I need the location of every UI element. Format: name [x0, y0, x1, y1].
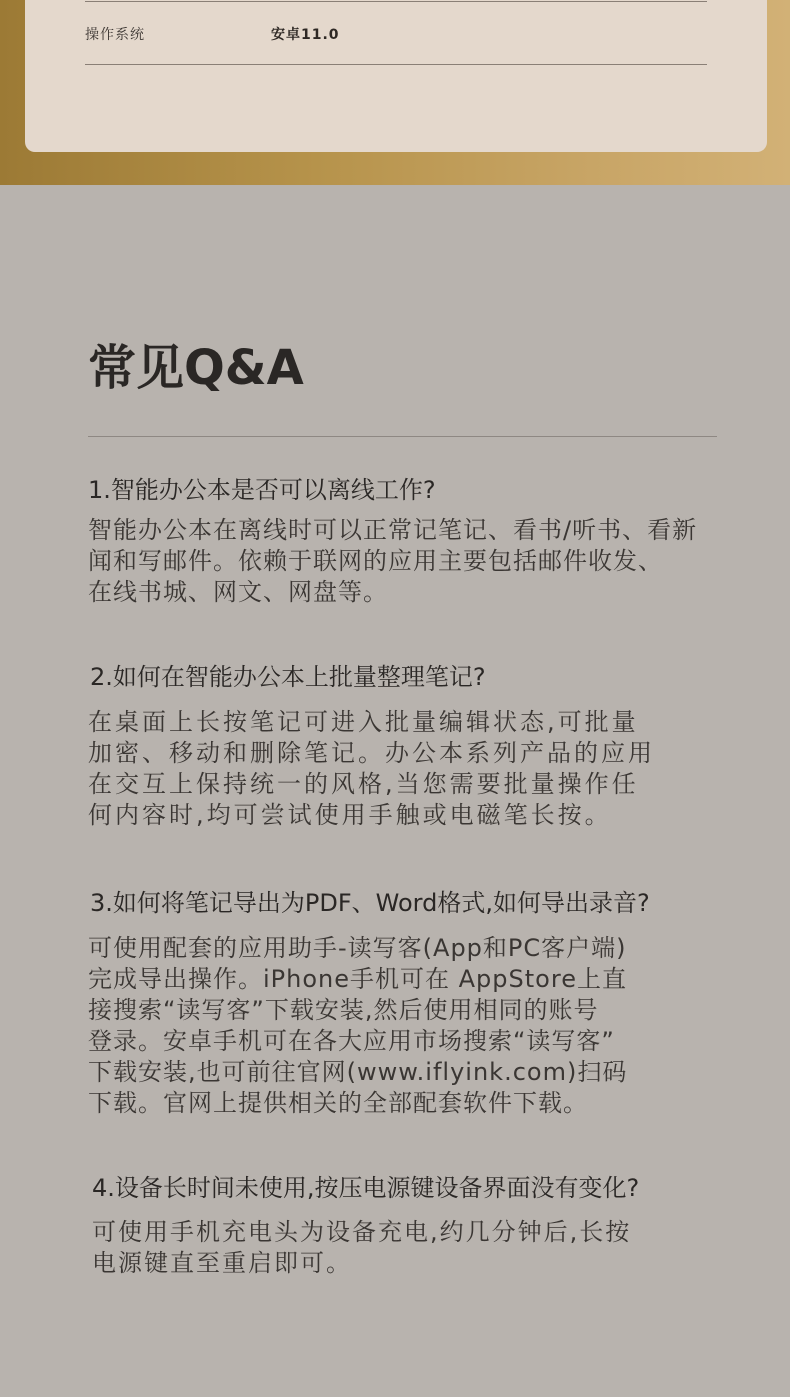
spec-row-os: [85, 24, 707, 54]
spec-divider-bottom: [85, 64, 707, 65]
spec-label: 操作系统: [85, 27, 145, 43]
question-3: 3.如何将笔记导出为PDF、Word格式,如何导出录音?: [90, 889, 650, 917]
spec-section: [0, 0, 790, 185]
answer-2-line: 加密、移动和删除笔记。办公本系列产品的应用: [88, 739, 655, 767]
spec-card: [25, 0, 767, 152]
question-4: 4.设备长时间未使用,按压电源键设备界面没有变化?: [92, 1174, 640, 1202]
answer-4-line: 可使用手机充电头为设备充电,约几分钟后,长按: [92, 1218, 632, 1246]
answer-1: [88, 515, 697, 608]
answer-2-line: 在交互上保持统一的风格,当您需要批量操作任: [88, 770, 639, 798]
spec-value: 安卓11.0: [271, 27, 340, 43]
answer-3-line: 下载安装,也可前往官网(www.iflyink.com)扫码: [88, 1058, 628, 1086]
qa-divider: [88, 436, 717, 437]
answer-2: [88, 707, 655, 831]
answer-1-line: 智能办公本在离线时可以正常记笔记、看书/听书、看新: [88, 516, 698, 544]
qa-section: [0, 185, 790, 1397]
answer-2-line: 在桌面上长按笔记可进入批量编辑状态,可批量: [88, 708, 639, 736]
answer-3: [88, 933, 627, 1119]
answer-3-line: 登录。安卓手机可在各大应用市场搜索“读写客”: [88, 1027, 615, 1055]
answer-3-line: 可使用配套的应用助手-读写客(App和PC客户端): [88, 934, 627, 962]
answer-3-line: 下载。官网上提供相关的全部配套软件下载。: [88, 1089, 588, 1117]
answer-1-line: 闻和写邮件。依赖于联网的应用主要包括邮件收发、: [88, 547, 663, 575]
answer-3-line: 完成导出操作。iPhone手机可在 AppStore上直: [88, 965, 627, 993]
answer-4-line: 电源键直至重启即可。: [92, 1249, 352, 1277]
qa-title: 常见Q&A: [88, 340, 304, 396]
answer-2-line: 何内容时,均可尝试使用手触或电磁笔长按。: [88, 801, 612, 829]
answer-4: [92, 1217, 631, 1279]
question-1: 1.智能办公本是否可以离线工作?: [88, 476, 436, 504]
answer-1-line: 在线书城、网文、网盘等。: [88, 578, 388, 606]
answer-3-line: 接搜索“读写客”下载安装,然后使用相同的账号: [88, 996, 599, 1024]
question-2: 2.如何在智能办公本上批量整理笔记?: [90, 663, 486, 691]
spec-divider-top: [85, 1, 707, 2]
